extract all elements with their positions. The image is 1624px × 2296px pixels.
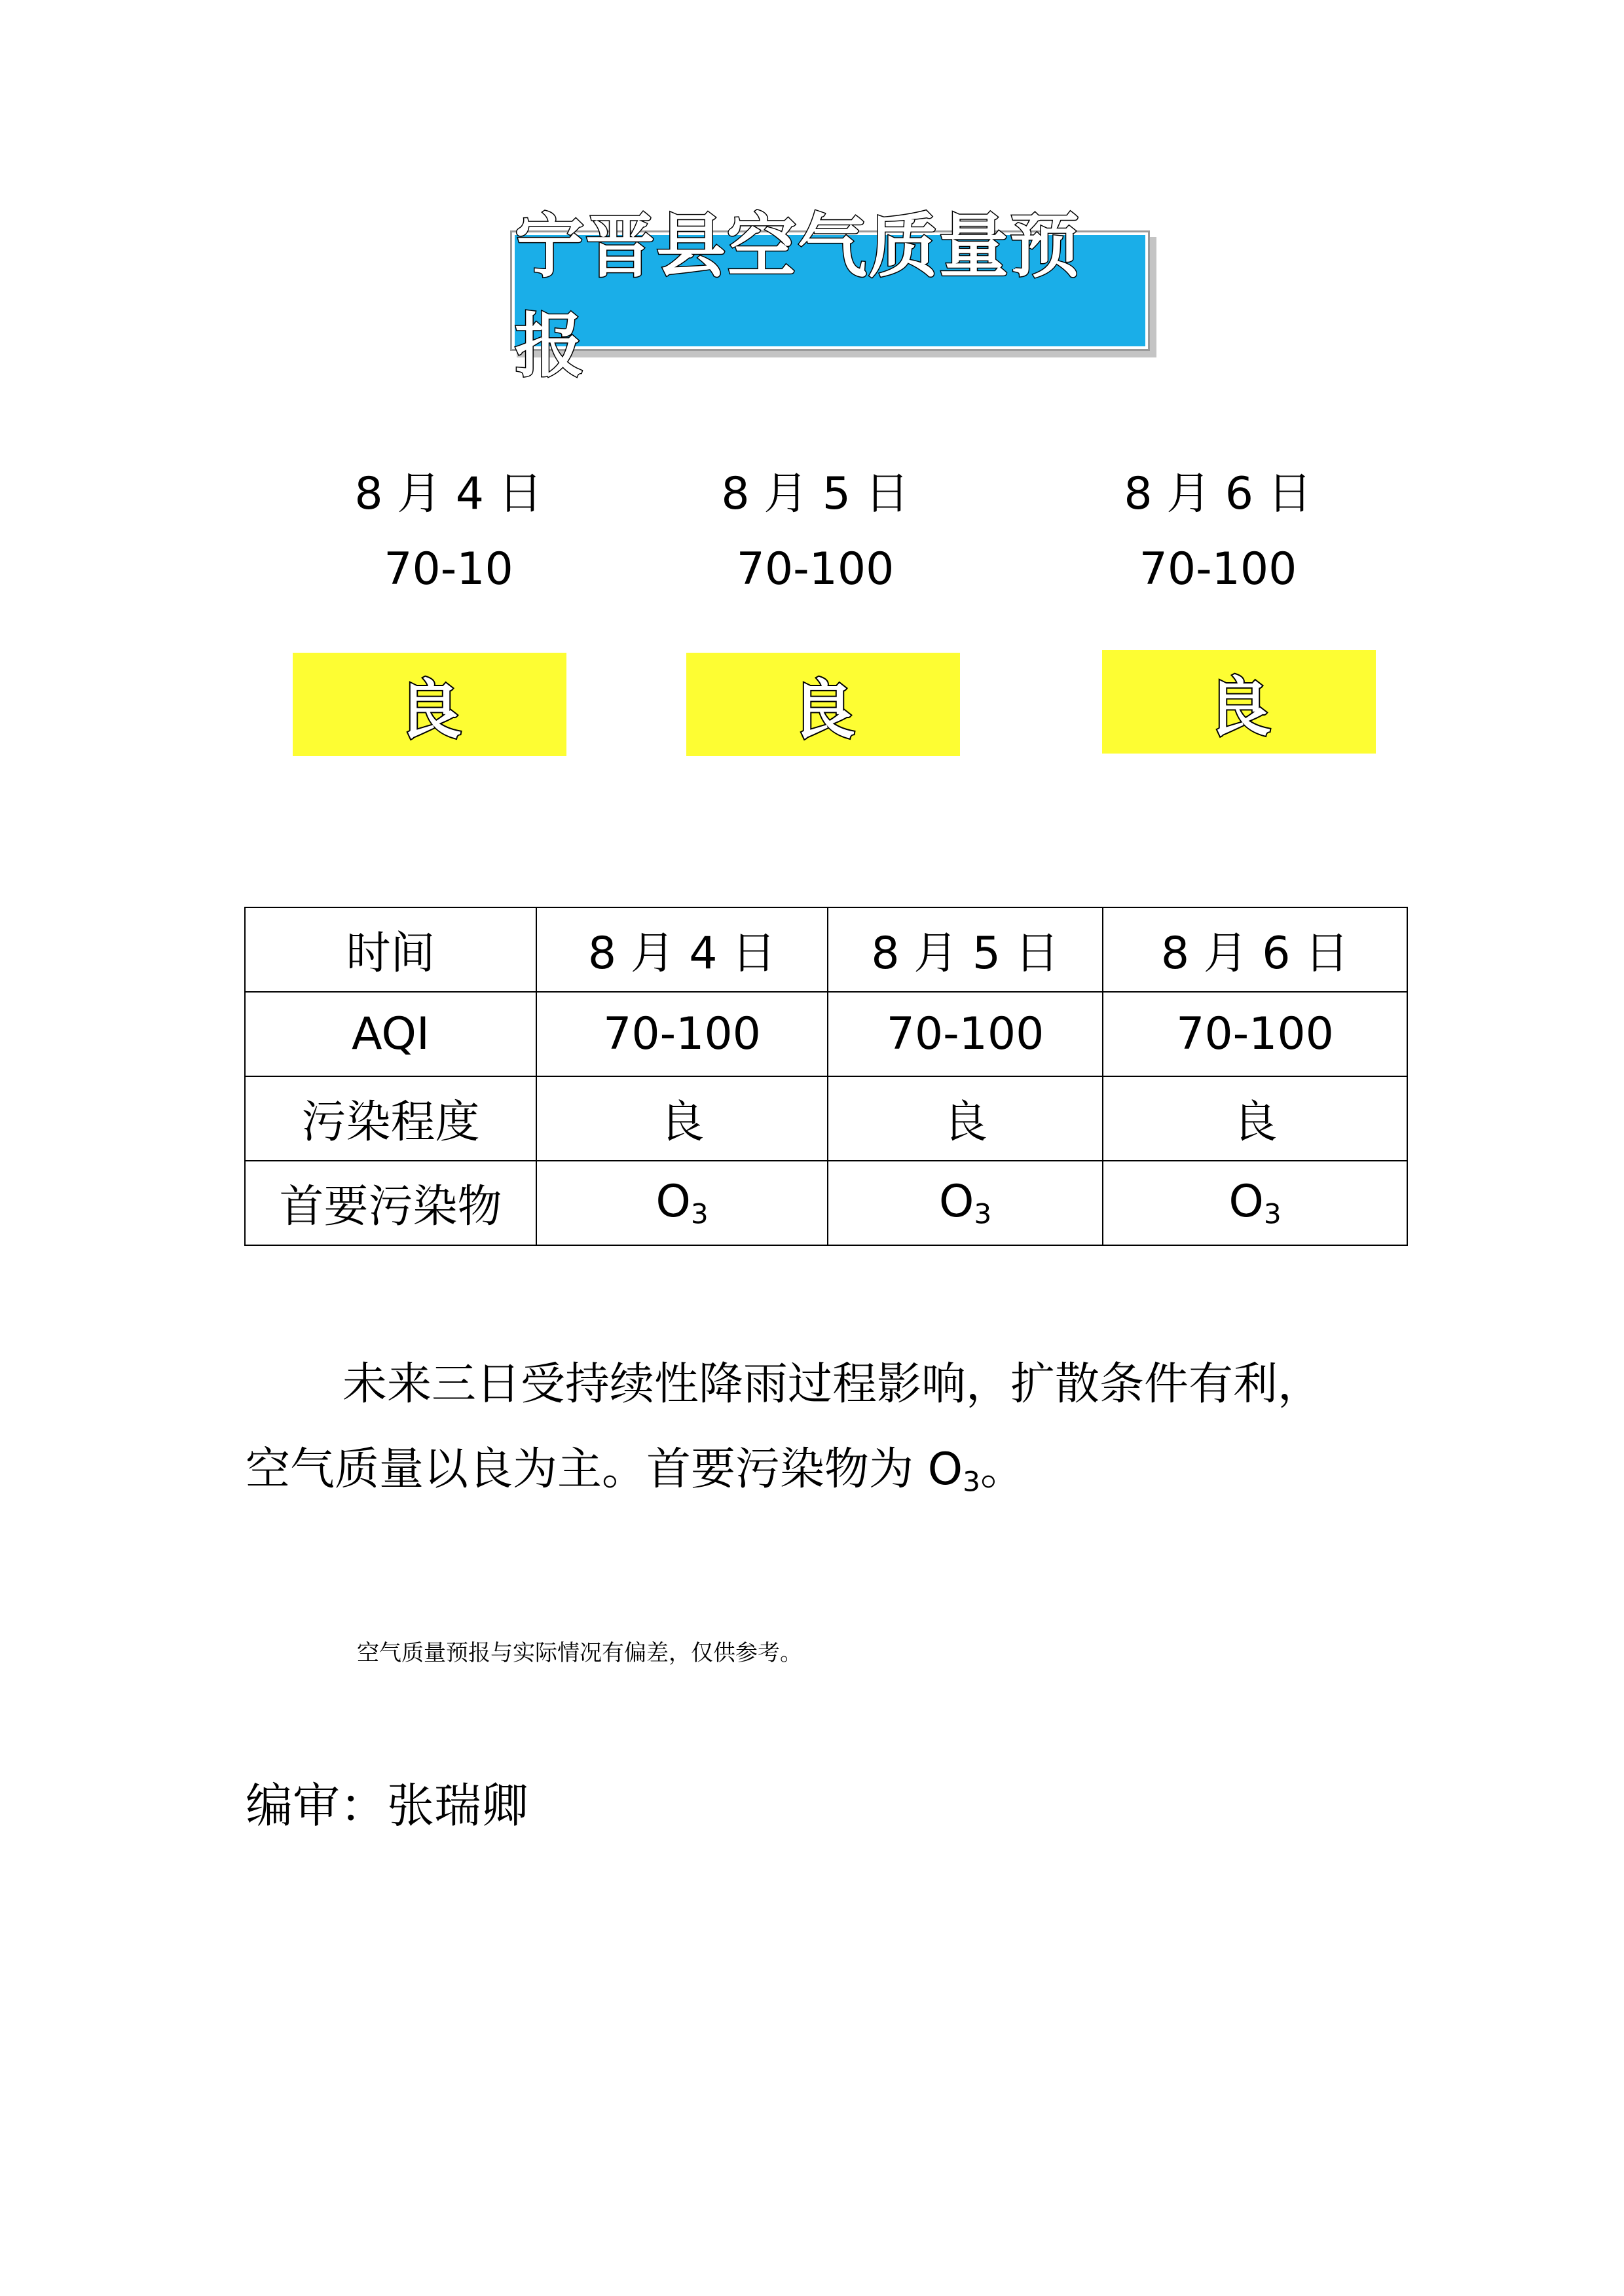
- table-row-label: 污染程度: [245, 1076, 536, 1161]
- table-cell: $O_3$: [828, 1161, 1103, 1245]
- table-cell: 良: [1103, 1076, 1407, 1161]
- table-cell: 70-100: [828, 992, 1103, 1076]
- table-header-cell: 8 月 6 日: [1103, 907, 1407, 992]
- level-text: 良: [790, 672, 855, 748]
- title-banner: [512, 206, 1148, 386]
- table-cell: $O_3$: [536, 1161, 828, 1245]
- table-row-label: AQI: [245, 992, 536, 1076]
- table-header-cell: 时间: [245, 907, 536, 992]
- table-header-cell: 8 月 5 日: [828, 907, 1103, 992]
- table-cell: 良: [536, 1076, 828, 1161]
- level-badge-3: [1102, 650, 1376, 754]
- day-date: 8 月 6 日: [1124, 468, 1312, 520]
- table-row-label: 首要污染物: [245, 1161, 536, 1245]
- level-badge-2: [686, 653, 960, 756]
- day-aqi: 70-100: [736, 543, 895, 595]
- table-row: [245, 992, 1407, 1076]
- level-text: 良: [1206, 670, 1271, 745]
- summary-line-1: 未来三日受持续性降雨过程影响，扩散条件有利，: [342, 1358, 1323, 1410]
- table-row: [245, 1161, 1407, 1245]
- day-date: 8 月 5 日: [721, 468, 910, 520]
- table-cell: 良: [828, 1076, 1103, 1161]
- summary-line-2: 空气质量以良为主。首要污染物为 $O_3$。: [246, 1444, 1025, 1498]
- disclaimer-note: 空气质量预报与实际情况有偏差，仅供参考。: [357, 1640, 802, 1666]
- table-header-cell: 8 月 4 日: [536, 907, 828, 992]
- day-aqi: 70-10: [384, 543, 513, 595]
- table-header-row: [245, 907, 1407, 992]
- level-badge-1: [293, 653, 566, 756]
- forecast-table: [244, 907, 1408, 1246]
- table-cell: 70-100: [1103, 992, 1407, 1076]
- level-text: 良: [397, 672, 462, 748]
- page-title: 宁晋县空气质量预报: [515, 206, 1080, 386]
- day-aqi: 70-100: [1139, 543, 1297, 595]
- table-cell: 70-100: [536, 992, 828, 1076]
- table-row: [245, 1076, 1407, 1161]
- forecast-summary: [246, 1342, 1411, 1525]
- editor-signature: 编审：张瑞卿: [246, 1778, 529, 1833]
- day-date: 8 月 4 日: [354, 468, 543, 520]
- table-cell: $O_3$: [1103, 1161, 1407, 1245]
